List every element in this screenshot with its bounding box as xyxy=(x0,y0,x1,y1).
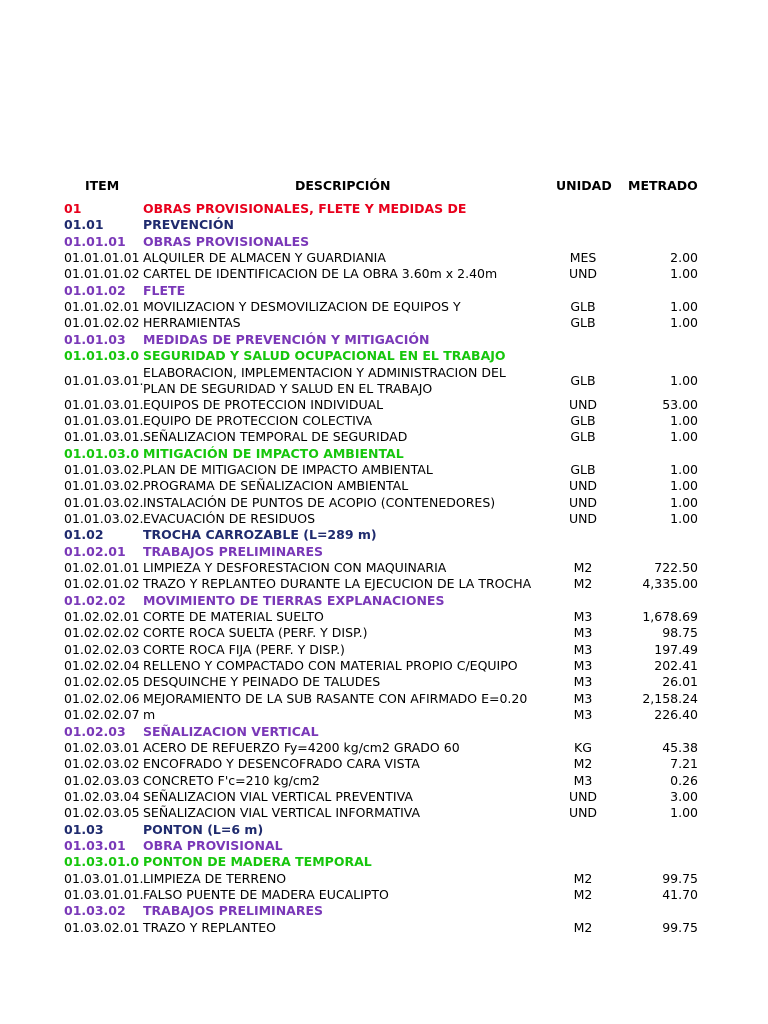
item-unit: GLB xyxy=(570,315,596,331)
table-row xyxy=(0,740,768,756)
item-description: MOVILIZACION Y DESMOVILIZACION DE EQUIPOS Y xyxy=(143,299,461,315)
item-description: PONTON (L=6 m) xyxy=(143,821,264,837)
item-code: 01.01.02 xyxy=(64,282,126,298)
item-code: 01.02.03 xyxy=(64,723,126,739)
table-row xyxy=(0,446,768,462)
item-quantity: 1.00 xyxy=(670,461,698,477)
item-quantity: 3.00 xyxy=(670,788,698,804)
item-quantity: 99.75 xyxy=(662,870,698,886)
item-code: 01.02.02 xyxy=(64,592,126,608)
table-row xyxy=(0,201,768,217)
item-code: 01.02.01 xyxy=(64,543,126,559)
item-quantity: 1.00 xyxy=(670,429,698,445)
item-description: TRAZO Y REPLANTEO DURANTE LA EJECUCION DE LA TROCHA xyxy=(143,576,532,592)
table-row xyxy=(0,266,768,282)
item-code: 01.03.01.01. xyxy=(64,870,144,886)
item-description: EQUIPOS DE PROTECCION INDIVIDUAL xyxy=(143,396,384,412)
item-code: 01.03.02 xyxy=(64,903,126,919)
item-quantity: 1.00 xyxy=(670,494,698,510)
item-code: 01.01.02.02 xyxy=(64,315,140,331)
item-unit: M2 xyxy=(573,560,593,575)
table-row xyxy=(0,805,768,821)
table-row xyxy=(0,920,768,936)
item-unit: M2 xyxy=(573,919,593,935)
item-unit: M3 xyxy=(573,674,593,690)
table-row xyxy=(0,511,768,527)
item-quantity: 2.00 xyxy=(670,250,698,266)
item-code: 01.01.03.02. xyxy=(64,461,144,477)
table-row xyxy=(0,250,768,266)
table-row xyxy=(0,822,768,838)
item-unit: GLB xyxy=(570,372,596,388)
item-description: OBRAS PROVISIONALES xyxy=(143,233,310,249)
item-quantity: 45.38 xyxy=(662,739,698,755)
item-description: MITIGACIÓN DE IMPACTO AMBIENTAL xyxy=(143,445,404,461)
item-quantity: 1.00 xyxy=(670,412,698,428)
item-quantity: 2,158.24 xyxy=(642,690,698,706)
table-row xyxy=(0,576,768,592)
item-description: MEJORAMIENTO DE LA SUB RASANTE CON AFIRMADO E=0.20 xyxy=(143,690,528,706)
item-quantity: 53.00 xyxy=(662,396,698,412)
item-code: 01.01.01.01 xyxy=(64,250,140,266)
item-unit: M3 xyxy=(573,641,593,657)
item-description: LIMPIEZA DE TERRENO xyxy=(143,870,287,886)
item-unit: M3 xyxy=(573,609,593,625)
item-code: 01.03.01.01. xyxy=(64,887,144,902)
item-description: TROCHA CARROZABLE (L=289 m) xyxy=(143,527,377,543)
table-row xyxy=(0,838,768,854)
item-code: 01.03.01.0 xyxy=(64,854,140,870)
table-row xyxy=(0,593,768,609)
item-description: TRAZO Y REPLANTEO xyxy=(143,919,276,935)
table-row xyxy=(0,348,768,364)
item-description: PONTON DE MADERA TEMPORAL xyxy=(143,854,372,870)
column-header-item: ITEM xyxy=(85,178,120,193)
item-code: 01.02.01.02 xyxy=(64,576,140,592)
item-code: 01.01.01 xyxy=(64,233,126,249)
table-row xyxy=(0,691,768,707)
item-description: TRABAJOS PRELIMINARES xyxy=(143,903,323,919)
item-description: HERRAMIENTAS xyxy=(143,315,241,331)
table-row xyxy=(0,560,768,576)
table-row xyxy=(0,625,768,641)
item-description: CARTEL DE IDENTIFICACION DE LA OBRA 3.60m x 2.40m xyxy=(143,266,498,282)
item-code: 01.02.01.01 xyxy=(64,560,140,575)
item-unit: GLB xyxy=(570,429,596,445)
column-header-metrado: METRADO xyxy=(628,178,698,193)
item-unit: M3 xyxy=(573,658,593,674)
item-code: 01.01 xyxy=(64,217,104,233)
item-code: 01.01.03.01. xyxy=(64,412,144,428)
table-row xyxy=(0,903,768,919)
table-row xyxy=(0,462,768,478)
table-row xyxy=(0,365,768,397)
table-row xyxy=(0,887,768,903)
item-code: 01.01.03.02. xyxy=(64,510,144,526)
item-unit: UND xyxy=(568,266,598,282)
item-code: 01.01.03.02. xyxy=(64,494,144,510)
table-row xyxy=(0,724,768,740)
item-unit: M3 xyxy=(573,772,593,788)
item-code: 01.01.02.01 xyxy=(64,299,140,315)
item-code: 01.02.03.02 xyxy=(64,756,140,772)
item-quantity: 99.75 xyxy=(662,919,698,935)
item-description: EVACUACIÓN DE RESIDUOS xyxy=(143,510,316,526)
item-unit: UND xyxy=(568,396,598,412)
table-row xyxy=(0,283,768,299)
item-unit: UND xyxy=(568,788,598,804)
item-description: PREVENCIÓN xyxy=(143,217,234,233)
item-description: CORTE ROCA FIJA (PERF. Y DISP.) xyxy=(143,641,345,657)
item-code: 01.01.03.01. xyxy=(64,372,144,388)
item-quantity: 1.00 xyxy=(670,299,698,315)
item-unit: M2 xyxy=(573,576,593,592)
item-description: CONCRETO F'c=210 kg/cm2 xyxy=(143,772,320,788)
item-code: 01.03 xyxy=(64,821,104,837)
item-quantity: 1.00 xyxy=(670,266,698,282)
item-description: FLETE xyxy=(143,282,186,298)
table-row xyxy=(0,707,768,723)
item-unit: GLB xyxy=(570,299,596,315)
table-row xyxy=(0,478,768,494)
table-row xyxy=(0,609,768,625)
item-code: 01.02.03.04 xyxy=(64,788,140,804)
table-row xyxy=(0,315,768,331)
item-code: 01.01.03.01. xyxy=(64,396,144,412)
item-description: PROGRAMA DE SEÑALIZACION AMBIENTAL xyxy=(143,478,409,494)
table-row xyxy=(0,756,768,772)
item-description: CORTE DE MATERIAL SUELTO xyxy=(143,609,324,625)
item-unit: MES xyxy=(569,250,597,266)
item-description: CORTE ROCA SUELTA (PERF. Y DISP.) xyxy=(143,625,368,641)
item-quantity: 26.01 xyxy=(662,674,698,690)
item-unit: M2 xyxy=(573,870,593,886)
item-quantity: 1.00 xyxy=(670,315,698,331)
item-description: MEDIDAS DE PREVENCIÓN Y MITIGACIÓN xyxy=(143,331,430,347)
table-row xyxy=(0,429,768,445)
item-quantity: 1.00 xyxy=(670,510,698,526)
item-code: 01.02.03.03 xyxy=(64,772,140,788)
item-description: RELLENO Y COMPACTADO CON MATERIAL PROPIO C/EQUIPO xyxy=(143,658,518,674)
column-header-unidad: UNIDAD xyxy=(556,178,612,193)
item-description: SEÑALIZACION VERTICAL xyxy=(143,723,319,739)
item-unit: M2 xyxy=(573,887,593,902)
item-code: 01.03.01 xyxy=(64,837,126,853)
item-description: ALQUILER DE ALMACEN Y GUARDIANIA xyxy=(143,250,386,266)
item-quantity: 202.41 xyxy=(654,658,698,674)
table-row xyxy=(0,789,768,805)
table-row xyxy=(0,871,768,887)
table-row xyxy=(0,773,768,789)
table-row xyxy=(0,658,768,674)
table-row xyxy=(0,413,768,429)
item-description: INSTALACIÓN DE PUNTOS DE ACOPIO (CONTENEDORES) xyxy=(143,494,496,510)
item-description: TRABAJOS PRELIMINARES xyxy=(143,543,323,559)
item-code: 01.02.02.05 xyxy=(64,674,140,690)
item-description: ACERO DE REFUERZO Fy=4200 kg/cm2 GRADO 60 xyxy=(143,739,460,755)
item-code: 01.02.03.05 xyxy=(64,805,140,821)
item-description: PLAN DE MITIGACION DE IMPACTO AMBIENTAL xyxy=(143,461,433,477)
item-quantity: 4,335.00 xyxy=(642,576,698,592)
item-quantity: 722.50 xyxy=(654,560,698,575)
item-unit: M2 xyxy=(573,756,593,772)
item-code: 01.01.01.02 xyxy=(64,266,140,282)
item-quantity: 1,678.69 xyxy=(642,609,698,625)
item-description: m xyxy=(143,707,156,723)
table-row xyxy=(0,234,768,250)
item-code: 01.01.03.0 xyxy=(64,348,140,364)
item-unit: M3 xyxy=(573,690,593,706)
item-code: 01.01.03.02. xyxy=(64,478,144,494)
item-code: 01 xyxy=(64,201,82,216)
item-code: 01.02.02.01 xyxy=(64,609,140,625)
item-description: OBRAS PROVISIONALES, FLETE Y MEDIDAS DE xyxy=(143,201,467,216)
table-row xyxy=(0,299,768,315)
item-description: EQUIPO DE PROTECCION COLECTIVA xyxy=(143,412,373,428)
table-row xyxy=(0,674,768,690)
item-quantity: 1.00 xyxy=(670,478,698,494)
table-row xyxy=(0,217,768,233)
table-row xyxy=(0,495,768,511)
item-description: SEGURIDAD Y SALUD OCUPACIONAL EN EL TRABAJO xyxy=(143,348,506,364)
item-quantity: 226.40 xyxy=(654,707,698,723)
item-code: 01.02.02.02 xyxy=(64,625,140,641)
item-code: 01.02.03.01 xyxy=(64,739,140,755)
item-quantity: 1.00 xyxy=(670,805,698,821)
item-code: 01.02.02.04 xyxy=(64,658,140,674)
item-unit: GLB xyxy=(570,412,596,428)
item-description: DESQUINCHE Y PEINADO DE TALUDES xyxy=(143,674,381,690)
item-unit: KG xyxy=(574,739,592,755)
item-quantity: 7.21 xyxy=(670,756,698,772)
item-unit: GLB xyxy=(570,461,596,477)
item-description: ENCOFRADO Y DESENCOFRADO CARA VISTA xyxy=(143,756,420,772)
item-code: 01.02.02.07 xyxy=(64,707,140,723)
item-quantity: 41.70 xyxy=(662,887,698,902)
item-unit: M3 xyxy=(573,625,593,641)
table-row xyxy=(0,397,768,413)
item-code: 01.01.03 xyxy=(64,331,126,347)
item-code: 01.02 xyxy=(64,527,104,543)
item-unit: UND xyxy=(568,494,598,510)
table-row xyxy=(0,332,768,348)
item-description: SEÑALIZACION TEMPORAL DE SEGURIDAD xyxy=(143,429,408,445)
item-code: 01.01.03.0 xyxy=(64,445,140,461)
item-unit: UND xyxy=(568,805,598,821)
item-quantity: 1.00 xyxy=(670,372,698,388)
item-description: MOVIMIENTO DE TIERRAS EXPLANACIONES xyxy=(143,592,445,608)
table-row xyxy=(0,527,768,543)
item-unit: UND xyxy=(568,478,598,494)
item-description: SEÑALIZACION VIAL VERTICAL INFORMATIVA xyxy=(143,805,421,821)
item-quantity: 0.26 xyxy=(670,772,698,788)
item-code: 01.01.03.01. xyxy=(64,429,144,445)
item-description: ELABORACION, IMPLEMENTACION Y ADMINISTRACION DEL PLAN DE SEGURIDAD Y SALUD EN EL TRABAJO xyxy=(143,364,506,396)
item-description: SEÑALIZACION VIAL VERTICAL PREVENTIVA xyxy=(143,788,413,804)
table-row xyxy=(0,544,768,560)
item-code: 01.02.02.03 xyxy=(64,641,140,657)
item-unit: UND xyxy=(568,510,598,526)
item-code: 01.03.02.01 xyxy=(64,919,140,935)
item-quantity: 98.75 xyxy=(662,625,698,641)
item-quantity: 197.49 xyxy=(654,641,698,657)
item-description: FALSO PUENTE DE MADERA EUCALIPTO xyxy=(143,887,389,902)
item-code: 01.02.02.06 xyxy=(64,690,140,706)
table-row xyxy=(0,854,768,870)
table-row xyxy=(0,642,768,658)
column-header-descripcion: DESCRIPCIÓN xyxy=(295,178,391,193)
item-description: LIMPIEZA Y DESFORESTACION CON MAQUINARIA xyxy=(143,560,447,575)
item-description: OBRA PROVISIONAL xyxy=(143,837,283,853)
item-unit: M3 xyxy=(573,707,593,723)
